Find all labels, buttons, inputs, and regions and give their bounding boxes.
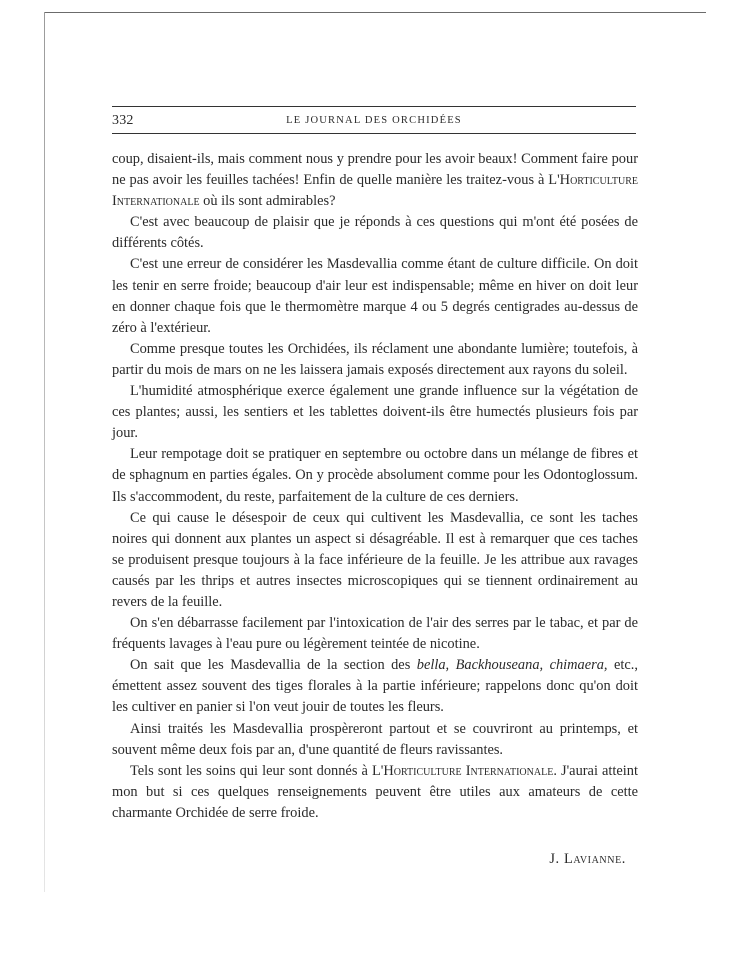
paragraph xyxy=(112,613,638,655)
paragraph xyxy=(112,508,638,613)
italic-text: bella, Backhouseana, chimaera, xyxy=(416,657,608,674)
header-rule-top xyxy=(112,106,636,107)
paragraph xyxy=(112,212,638,254)
paragraph xyxy=(112,381,638,444)
text-run: où ils sont admirables? xyxy=(199,193,336,210)
running-title: LE JOURNAL DES ORCHIDÉES xyxy=(286,115,462,126)
running-header xyxy=(112,112,636,132)
paragraph xyxy=(112,149,638,212)
text-run: Leur rempotage doit se pratiquer en septembre ou octobre dans un mélange de fibres et de sphagnum en parties égales. On y procède absolument comme pour les Odontoglossum. Ils s'accommodent, du reste, parfaitement de la culture de ces derniers. xyxy=(112,446,638,505)
paragraph xyxy=(112,655,638,718)
text-run: coup, disaient-ils, mais comment nous y prendre pour les avoir beaux! Comment faire pour ne pas avoir les feuilles tachées! Enfin de quelle manière les traitez-vous à xyxy=(112,151,638,189)
text-run: Ainsi traités les Masdevallia prospèreront partout et se couvriront au printemps, et souvent même deux fois par an, d'une quantité de fleurs ravissantes. xyxy=(112,720,638,758)
paragraph xyxy=(112,719,638,761)
text-run: On sait que les Masdevallia de la section des xyxy=(130,657,417,674)
paragraph xyxy=(112,254,638,338)
paragraph xyxy=(112,339,638,381)
text-run: L'humidité atmosphérique exerce également une grande influence sur la végétation de ces plantes; aussi, les sentiers et les tablettes doivent-ils être humectés plusieurs fois par jour. xyxy=(112,383,638,442)
text-run: Comme presque toutes les Orchidées, ils réclament une abondante lumière; toutefois, à partir du mois de mars on ne les laissera jamais exposés directement aux rayons du soleil. xyxy=(112,340,638,378)
paragraph xyxy=(112,761,638,824)
text-run: C'est avec beaucoup de plaisir que je réponds à ces questions qui m'ont été posées de différents côtés. xyxy=(112,214,638,252)
text-run: . J'aurai atteint mon but si ces quelques renseignements peuvent être utiles aux amateurs de cette charmante Orchidée de serre froide. xyxy=(112,762,638,821)
text-run: etc., émettent assez souvent des tiges florales à la partie inférieure; rappelons donc qu'on doit les cultiver en panier si l'on veut jouir de toutes les fleurs. xyxy=(112,657,638,716)
paragraph xyxy=(112,444,638,507)
small-caps-text: L'Horticulture Internationale xyxy=(371,762,554,779)
header-rule-bottom xyxy=(112,133,636,134)
text-run: C'est une erreur de considérer les Masdevallia comme étant de culture difficile. On doit les tenir en serre froide; beaucoup d'air leur est indispensable; même en hiver on doit leur en donner chaque fois que le thermomètre marque 4 ou 5 degrés centigrades au-dessus de zéro à l'extérieur. xyxy=(112,256,638,336)
author-signature: J. Lavianne. xyxy=(549,851,626,867)
page-number: 332 xyxy=(112,113,134,128)
text-run: On s'en débarrasse facilement par l'intoxication de l'air des serres par le tabac, et par de fréquents lavages à l'eau pure ou légèrement teintée de nicotine. xyxy=(112,615,638,653)
article-body xyxy=(112,149,638,824)
small-caps-text: L'Horticulture Internationale xyxy=(112,172,638,210)
text-run: Ce qui cause le désespoir de ceux qui cultivent les Masdevallia, ce sont les taches noires qui donnent aux plantes un aspect si désagréable. Il est à remarquer que ces taches se produisent presque toujours à la face inférieure de la feuille. Je les attribue aux ravages causés par les thrips et autres insectes microscopiques qui se tiennent ordinairement au revers de la feuille. xyxy=(112,509,638,610)
text-run: Tels sont les soins qui leur sont donnés à xyxy=(130,762,372,779)
